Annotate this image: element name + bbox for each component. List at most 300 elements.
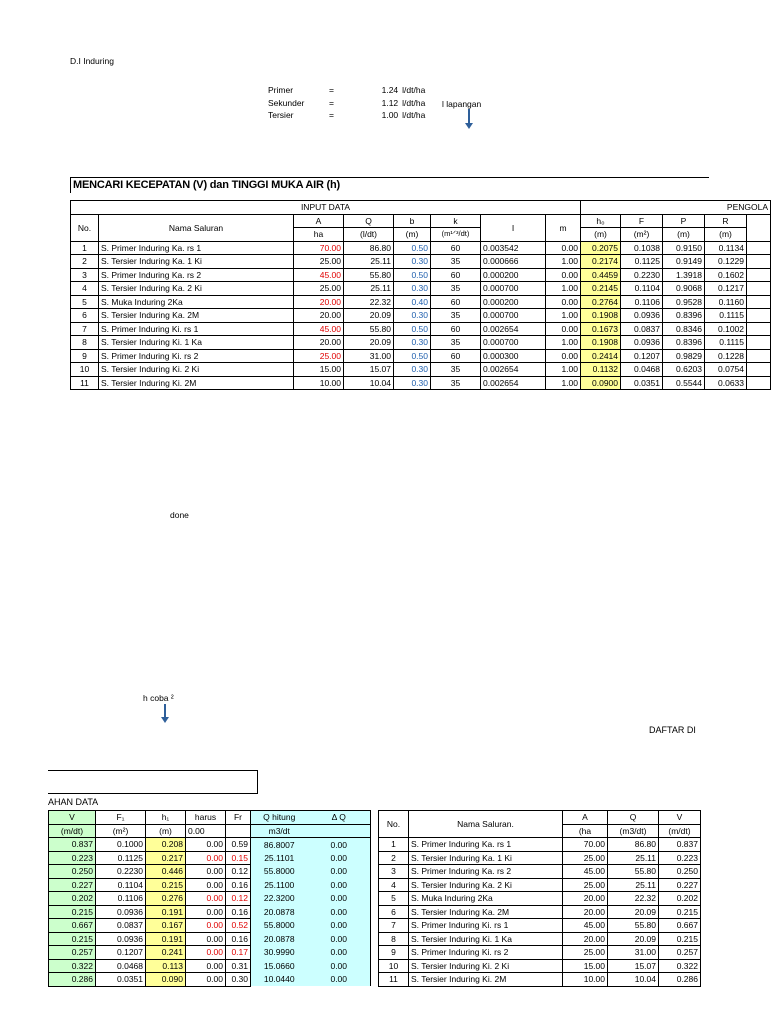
- cell-q: 22.32: [608, 892, 659, 906]
- table-row: [49, 892, 371, 906]
- cell-extra: [747, 282, 771, 296]
- cell-q: 20.09: [608, 932, 659, 946]
- table-row: [379, 905, 701, 919]
- param-row: [266, 97, 451, 110]
- cell-dq: 0.00: [308, 838, 371, 852]
- cell-name: S. Tersier Induring Ka. 2 Ki: [409, 878, 563, 892]
- cell-f: 0.0468: [621, 363, 663, 377]
- cell-r: 0.1134: [705, 241, 747, 255]
- cell-name: S. Primer Induring Ka. rs 1: [409, 838, 563, 852]
- cell-v: 0.257: [49, 946, 96, 960]
- col-extra: [747, 214, 771, 241]
- table-row: [49, 878, 371, 892]
- cell-a: 45.00: [294, 322, 344, 336]
- table-row: [379, 959, 701, 973]
- cell-name: S. Primer Induring Ki. rs 1: [409, 919, 563, 933]
- cell-extra: [747, 363, 771, 377]
- table-row: [71, 363, 771, 377]
- cell-i: 0.002654: [481, 363, 546, 377]
- cell-dq: 0.00: [308, 959, 371, 973]
- cell-f1: 0.1104: [96, 878, 146, 892]
- cell-q: 20.09: [344, 309, 394, 323]
- ll-col-harus: harus: [186, 811, 226, 825]
- cell-harus: 0.00: [186, 905, 226, 919]
- cell-v: 0.837: [49, 838, 96, 852]
- col-m: m: [546, 214, 581, 241]
- cell-harus: 0.00: [186, 878, 226, 892]
- cell-name: S. Muka Induring 2Ka: [99, 295, 294, 309]
- table-row: [71, 295, 771, 309]
- cell-b: 0.40: [394, 295, 431, 309]
- cell-h1: 0.446: [146, 865, 186, 879]
- cell-extra: [747, 349, 771, 363]
- cell-name: S. Primer Induring Ki. rs 2: [99, 349, 294, 363]
- cell-no: 7: [71, 322, 99, 336]
- cell-q: 86.80: [344, 241, 394, 255]
- table-row: [71, 282, 771, 296]
- cell-p: 0.9149: [663, 255, 705, 269]
- cell-r: 0.1602: [705, 268, 747, 282]
- cell-h1: 0.167: [146, 919, 186, 933]
- cell-a: 45.00: [563, 865, 608, 879]
- hcoba-arrow-icon: [164, 704, 166, 718]
- cell-b: 0.30: [394, 282, 431, 296]
- cell-fr: 0.59: [226, 838, 251, 852]
- cell-q: 86.80: [608, 838, 659, 852]
- param-label: Primer: [268, 85, 294, 96]
- cell-name: S. Tersier Induring Ki. 2 Ki: [409, 959, 563, 973]
- cell-name: S. Primer Induring Ka. rs 2: [99, 268, 294, 282]
- cell-v: 0.227: [659, 878, 701, 892]
- lr-col-a-unit: (ha: [563, 824, 608, 838]
- cell-qhitung: 20.0878: [251, 905, 308, 919]
- ll-col-fr-unit: [226, 824, 251, 838]
- done-note: done: [170, 510, 189, 520]
- cell-f1: 0.1000: [96, 838, 146, 852]
- ahan-data-label: AHAN DATA: [48, 797, 99, 807]
- cell-name: S. Tersier Induring Ka. 1 Ki: [99, 255, 294, 269]
- param-row: [266, 84, 451, 97]
- cell-qhitung: 10.0440: [251, 973, 308, 987]
- cell-f: 0.1038: [621, 241, 663, 255]
- cell-b: 0.50: [394, 241, 431, 255]
- cell-q: 31.00: [344, 349, 394, 363]
- cell-a: 70.00: [294, 241, 344, 255]
- cell-f: 0.0351: [621, 376, 663, 390]
- cell-k: 35: [431, 376, 481, 390]
- cell-h0: 0.2414: [581, 349, 621, 363]
- cell-f: 0.0936: [621, 336, 663, 350]
- col-a-unit: ha: [294, 228, 344, 242]
- cell-r: 0.1160: [705, 295, 747, 309]
- ll-col-f1-unit: (m²): [96, 824, 146, 838]
- cell-p: 0.9150: [663, 241, 705, 255]
- cell-f1: 0.1106: [96, 892, 146, 906]
- cell-h0: 0.1673: [581, 322, 621, 336]
- cell-k: 35: [431, 309, 481, 323]
- cell-v: 0.215: [659, 932, 701, 946]
- col-q: Q: [344, 214, 394, 228]
- cell-p: 0.5544: [663, 376, 705, 390]
- cell-i: 0.002654: [481, 376, 546, 390]
- col-name: Nama Saluran: [99, 214, 294, 241]
- cell-no: 3: [71, 268, 99, 282]
- cell-a: 20.00: [294, 295, 344, 309]
- cell-a: 20.00: [563, 892, 608, 906]
- cell-q: 55.80: [608, 919, 659, 933]
- cell-a: 70.00: [563, 838, 608, 852]
- cell-extra: [747, 336, 771, 350]
- cell-k: 60: [431, 268, 481, 282]
- cell-name: S. Tersier Induring Ki. 2 Ki: [99, 363, 294, 377]
- cell-name: S. Muka Induring 2Ka: [409, 892, 563, 906]
- cell-p: 0.9068: [663, 282, 705, 296]
- cell-m: 1.00: [546, 255, 581, 269]
- cell-name: S. Tersier Induring Ka. 1 Ki: [409, 851, 563, 865]
- param-eq: =: [328, 97, 334, 108]
- cell-m: 0.00: [546, 241, 581, 255]
- table-row: [71, 241, 771, 255]
- param-value: 1.24: [381, 85, 399, 96]
- table-row: [49, 851, 371, 865]
- cell-harus: 0.00: [186, 892, 226, 906]
- cell-no: 8: [379, 932, 409, 946]
- down-arrow-icon: [468, 109, 470, 124]
- cell-v: 0.837: [659, 838, 701, 852]
- ll-col-f1: F₁: [96, 811, 146, 825]
- cell-h0: 0.0900: [581, 376, 621, 390]
- lr-col-v: V: [659, 811, 701, 825]
- cell-k: 60: [431, 241, 481, 255]
- cell-b: 0.30: [394, 336, 431, 350]
- cell-no: 7: [379, 919, 409, 933]
- col-b: b: [394, 214, 431, 228]
- cell-f: 0.0837: [621, 322, 663, 336]
- cell-fr: 0.16: [226, 905, 251, 919]
- col-r: R: [705, 214, 747, 228]
- cell-qhitung: 55.8000: [251, 919, 308, 933]
- cell-extra: [747, 255, 771, 269]
- cell-r: 0.1115: [705, 309, 747, 323]
- col-i: I: [481, 214, 546, 241]
- cell-extra: [747, 322, 771, 336]
- cell-i: 0.000300: [481, 349, 546, 363]
- main-table: [70, 200, 771, 390]
- cell-qhitung: 25.1101: [251, 851, 308, 865]
- cell-a: 20.00: [563, 932, 608, 946]
- lower-right-container: [378, 810, 701, 987]
- cell-b: 0.30: [394, 309, 431, 323]
- cell-name: S. Primer Induring Ki. rs 1: [99, 322, 294, 336]
- lower-left-table: [48, 810, 371, 987]
- cell-i: 0.000700: [481, 309, 546, 323]
- cell-dq: 0.00: [308, 919, 371, 933]
- cell-dq: 0.00: [308, 865, 371, 879]
- cell-v: 0.667: [659, 919, 701, 933]
- cell-i: 0.000700: [481, 336, 546, 350]
- cell-v: 0.223: [49, 851, 96, 865]
- cell-no: 11: [71, 376, 99, 390]
- cell-harus: 0.00: [186, 959, 226, 973]
- cell-h0: 0.1908: [581, 309, 621, 323]
- hcoba-note: h coba ²: [143, 693, 174, 703]
- table-row: [379, 973, 701, 987]
- cell-f1: 0.0936: [96, 932, 146, 946]
- cell-extra: [747, 309, 771, 323]
- cell-p: 0.6203: [663, 363, 705, 377]
- cell-b: 0.30: [394, 376, 431, 390]
- cell-h1: 0.113: [146, 959, 186, 973]
- cell-qhitung: 86.8007: [251, 838, 308, 852]
- cell-no: 1: [379, 838, 409, 852]
- cell-v: 0.322: [659, 959, 701, 973]
- cell-fr: 0.30: [226, 973, 251, 987]
- cell-q: 22.32: [344, 295, 394, 309]
- lr-col-v-unit: (m/dt): [659, 824, 701, 838]
- cell-a: 15.00: [563, 959, 608, 973]
- cell-q: 25.11: [608, 851, 659, 865]
- cell-r: 0.1228: [705, 349, 747, 363]
- cell-f: 0.1104: [621, 282, 663, 296]
- table-row: [71, 349, 771, 363]
- cell-f1: 0.0468: [96, 959, 146, 973]
- col-h0: h₀: [581, 214, 621, 228]
- ll-col-qh: Q hitung: [251, 811, 308, 825]
- table-row: [49, 905, 371, 919]
- table-row: [49, 959, 371, 973]
- col-r-unit: (m): [705, 228, 747, 242]
- cell-h1: 0.215: [146, 878, 186, 892]
- cell-name: S. Tersier Induring Ki. 1 Ka: [99, 336, 294, 350]
- cell-k: 35: [431, 255, 481, 269]
- table-row: [49, 838, 371, 852]
- cell-dq: 0.00: [308, 851, 371, 865]
- cell-h0: 0.2075: [581, 241, 621, 255]
- cell-f1: 0.1207: [96, 946, 146, 960]
- ll-col-v: V: [49, 811, 96, 825]
- cell-f1: 0.0936: [96, 905, 146, 919]
- cell-dq: 0.00: [308, 892, 371, 906]
- cell-r: 0.1229: [705, 255, 747, 269]
- cell-qhitung: 15.0660: [251, 959, 308, 973]
- cell-h0: 0.2764: [581, 295, 621, 309]
- table-row: [71, 309, 771, 323]
- cell-extra: [747, 295, 771, 309]
- cell-name: S. Tersier Induring Ka. 2M: [99, 309, 294, 323]
- cell-qhitung: 20.0878: [251, 932, 308, 946]
- cell-name: S. Tersier Induring Ka. 2M: [409, 905, 563, 919]
- cell-k: 60: [431, 322, 481, 336]
- cell-harus: 0.00: [186, 919, 226, 933]
- table-row: [379, 932, 701, 946]
- table-row: [379, 892, 701, 906]
- cell-i: 0.002654: [481, 322, 546, 336]
- cell-a: 20.00: [563, 905, 608, 919]
- cell-h0: 0.2174: [581, 255, 621, 269]
- table-row: [379, 838, 701, 852]
- cell-no: 2: [71, 255, 99, 269]
- table-row: [71, 336, 771, 350]
- table-row: [49, 973, 371, 987]
- col-f: F: [621, 214, 663, 228]
- cell-a: 20.00: [294, 336, 344, 350]
- cell-fr: 0.15: [226, 851, 251, 865]
- cell-v: 0.215: [659, 905, 701, 919]
- cell-h1: 0.090: [146, 973, 186, 987]
- param-value: 1.12: [381, 97, 399, 108]
- ll-col-dq: Δ Q: [308, 811, 371, 825]
- cell-i: 0.000200: [481, 268, 546, 282]
- table-row: [49, 946, 371, 960]
- cell-harus: 0.00: [186, 932, 226, 946]
- param-label: Sekunder: [268, 97, 305, 108]
- cell-fr: 0.16: [226, 932, 251, 946]
- table-row: [71, 322, 771, 336]
- cell-f: 0.1125: [621, 255, 663, 269]
- cell-k: 35: [431, 282, 481, 296]
- cell-qhitung: 55.8000: [251, 865, 308, 879]
- cell-q: 10.04: [344, 376, 394, 390]
- cell-no: 5: [71, 295, 99, 309]
- cell-v: 0.250: [659, 865, 701, 879]
- cell-m: 1.00: [546, 363, 581, 377]
- col-a: A: [294, 214, 344, 228]
- cell-v: 0.202: [659, 892, 701, 906]
- cell-m: 1.00: [546, 282, 581, 296]
- cell-q: 20.09: [608, 905, 659, 919]
- lr-col-name: Nama Saluran.: [409, 811, 563, 838]
- lower-left-box: [48, 770, 258, 794]
- down-arrow-head-icon: [465, 123, 473, 129]
- cell-v: 0.202: [49, 892, 96, 906]
- cell-m: 0.00: [546, 349, 581, 363]
- cell-p: 0.8346: [663, 322, 705, 336]
- cell-qhitung: 25.1100: [251, 878, 308, 892]
- cell-no: 6: [71, 309, 99, 323]
- cell-h0: 0.1908: [581, 336, 621, 350]
- lapangan-note: l lapangan: [442, 99, 482, 109]
- cell-no: 11: [379, 973, 409, 987]
- cell-k: 60: [431, 349, 481, 363]
- cell-b: 0.30: [394, 363, 431, 377]
- cell-m: 0.00: [546, 268, 581, 282]
- cell-h0: 0.4459: [581, 268, 621, 282]
- cell-b: 0.50: [394, 268, 431, 282]
- cell-h1: 0.217: [146, 851, 186, 865]
- cell-p: 0.8396: [663, 309, 705, 323]
- cell-h1: 0.276: [146, 892, 186, 906]
- cell-harus: 0.00: [186, 973, 226, 987]
- table-row: [379, 865, 701, 879]
- params-block: [266, 84, 451, 122]
- col-k-unit: (m¹ᐟ³/dt): [431, 228, 481, 242]
- cell-no: 4: [71, 282, 99, 296]
- cell-h1: 0.191: [146, 932, 186, 946]
- cell-i: 0.000666: [481, 255, 546, 269]
- cell-m: 0.00: [546, 295, 581, 309]
- cell-no: 8: [71, 336, 99, 350]
- cell-f: 0.2230: [621, 268, 663, 282]
- cell-a: 15.00: [294, 363, 344, 377]
- cell-q: 55.80: [608, 865, 659, 879]
- table-row: [49, 919, 371, 933]
- cell-fr: 0.52: [226, 919, 251, 933]
- cell-name: S. Primer Induring Ka. rs 1: [99, 241, 294, 255]
- param-row: [266, 109, 451, 122]
- cell-no: 1: [71, 241, 99, 255]
- col-no: No.: [71, 214, 99, 241]
- cell-name: S. Primer Induring Ka. rs 2: [409, 865, 563, 879]
- cell-qhitung: 30.9990: [251, 946, 308, 960]
- cell-dq: 0.00: [308, 905, 371, 919]
- lower-right-table: [378, 810, 701, 987]
- col-b-unit: (m): [394, 228, 431, 242]
- table-row: [71, 268, 771, 282]
- lr-col-q-unit: (m3/dt): [608, 824, 659, 838]
- cell-fr: 0.31: [226, 959, 251, 973]
- cell-b: 0.50: [394, 349, 431, 363]
- cell-a: 10.00: [563, 973, 608, 987]
- cell-no: 6: [379, 905, 409, 919]
- cell-v: 0.215: [49, 905, 96, 919]
- cell-q: 10.04: [608, 973, 659, 987]
- cell-f: 0.1207: [621, 349, 663, 363]
- table-row: [379, 851, 701, 865]
- col-f-unit: (m²): [621, 228, 663, 242]
- col-q-unit: (l/dt): [344, 228, 394, 242]
- table-row: [49, 865, 371, 879]
- cell-a: 20.00: [294, 309, 344, 323]
- cell-dq: 0.00: [308, 932, 371, 946]
- page-title: D.I Induring: [70, 56, 114, 66]
- cell-harus: 0.00: [186, 851, 226, 865]
- cell-k: 35: [431, 363, 481, 377]
- cell-no: 9: [379, 946, 409, 960]
- cell-h0: 0.2145: [581, 282, 621, 296]
- cell-dq: 0.00: [308, 878, 371, 892]
- table-row: [71, 255, 771, 269]
- cell-q: 31.00: [608, 946, 659, 960]
- cell-r: 0.0754: [705, 363, 747, 377]
- cell-f1: 0.2230: [96, 865, 146, 879]
- cell-r: 0.0633: [705, 376, 747, 390]
- cell-dq: 0.00: [308, 973, 371, 987]
- col-k: k: [431, 214, 481, 228]
- cell-v: 0.286: [49, 973, 96, 987]
- cell-a: 25.00: [294, 349, 344, 363]
- cell-q: 15.07: [608, 959, 659, 973]
- input-data-header: INPUT DATA: [71, 201, 581, 215]
- cell-a: 45.00: [294, 268, 344, 282]
- cell-k: 35: [431, 336, 481, 350]
- cell-b: 0.50: [394, 322, 431, 336]
- cell-no: 10: [379, 959, 409, 973]
- param-label: Tersier: [268, 110, 294, 121]
- cell-k: 60: [431, 295, 481, 309]
- cell-a: 25.00: [294, 255, 344, 269]
- cell-fr: 0.12: [226, 892, 251, 906]
- cell-v: 0.667: [49, 919, 96, 933]
- cell-b: 0.30: [394, 255, 431, 269]
- cell-extra: [747, 268, 771, 282]
- cell-extra: [747, 241, 771, 255]
- cell-fr: 0.17: [226, 946, 251, 960]
- cell-i: 0.000200: [481, 295, 546, 309]
- cell-dq: 0.00: [308, 946, 371, 960]
- table-row: [379, 878, 701, 892]
- cell-q: 25.11: [344, 255, 394, 269]
- ll-col-dq-unit: [308, 824, 371, 838]
